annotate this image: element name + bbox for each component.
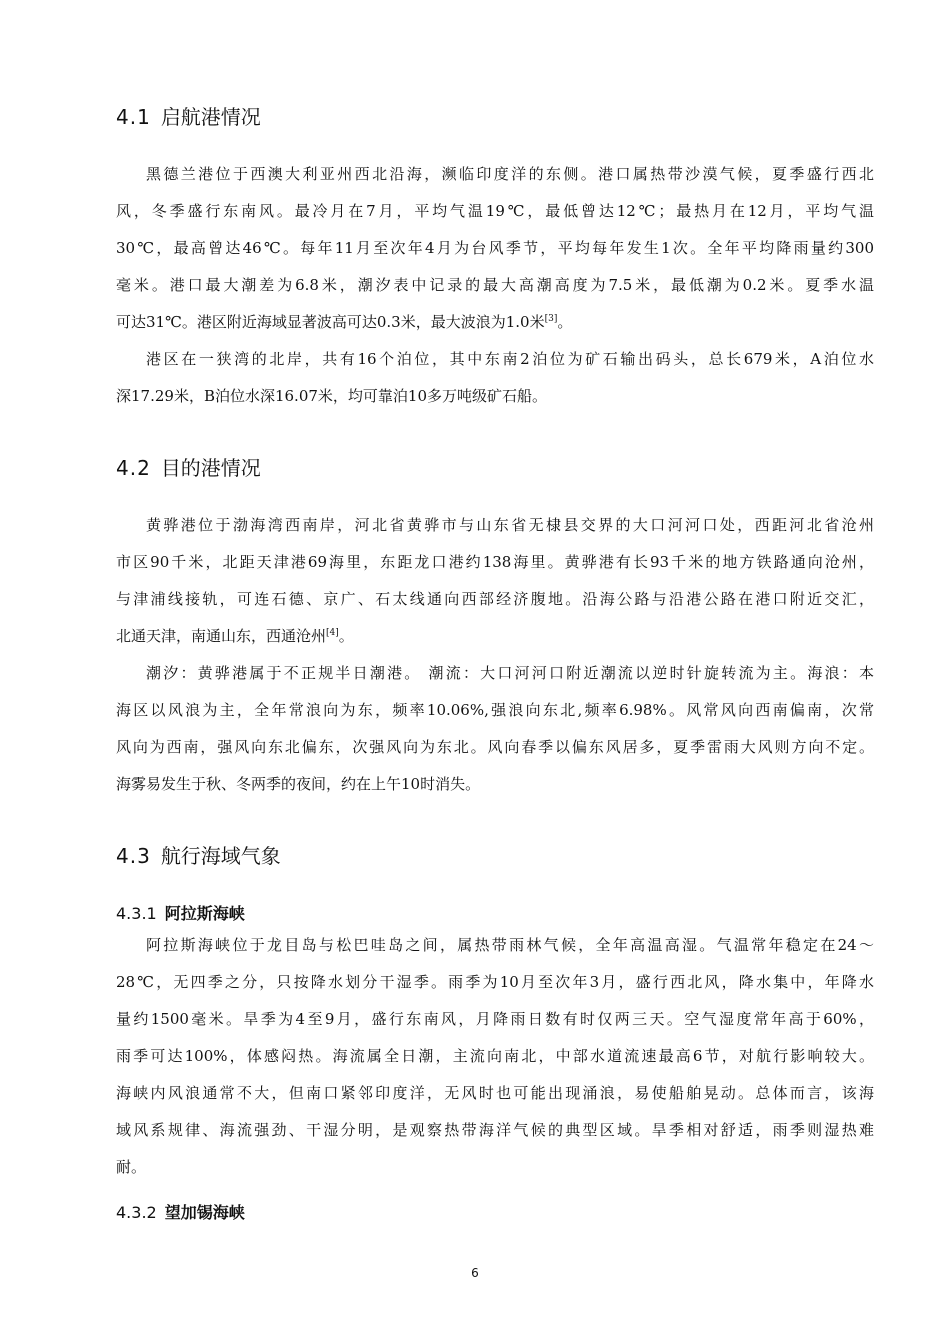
text-line: 毫米。港口最大潮差为6.8米，潮汐表中记录的最大高潮高度为7.5米，最低潮为0.2米。夏季水温 [116,276,874,294]
text-line [116,304,874,341]
section-title: 航行海域气象 [160,844,281,868]
section-heading-4-1 [116,105,261,129]
subsection-number: 4.3.1 [116,904,157,923]
subsection-number: 4.3.2 [116,1203,157,1222]
section-title: 目的港情况 [160,456,261,480]
text-fragment: 可达31℃。港区附近海域显著波高可达0.3米，最大波浪为1.0米 [116,313,545,331]
text-line: 海峡内风浪通常不大，但南口紧邻印度洋，无风时也可能出现涌浪，易使船舶晃动。总体而言，该海 [116,1084,874,1102]
text-line: 风，冬季盛行东南风。最冷月在7月，平均气温19℃，最低曾达12℃；最热月在12月，平均气温 [116,202,874,220]
text-line: 阿拉斯海峡位于龙目岛与松巴哇岛之间，属热带雨林气候，全年高温高湿。气温常年稳定在24～ [146,936,874,954]
section-heading-4-3 [116,844,281,868]
text-line: 与津浦线接轨，可连石德、京广、石太线通向西部经济腹地。沿海公路与沿港公路在港口附近交汇， [116,590,874,608]
text-line: 雨季可达100%，体感闷热。海流属全日潮，主流向南北，中部水道流速最高6节，对航行影响较大。 [116,1047,874,1065]
text-fragment: 。 [338,627,354,645]
text-line: 风向为西南，强风向东北偏东，次强风向为东北。风向春季以偏东风居多，夏季雷雨大风则方向不定。 [116,738,874,756]
text-fragment: 北通天津，南通山东，西通沧州 [116,627,327,645]
text-line: 黄骅港位于渤海湾西南岸，河北省黄骅市与山东省无棣县交界的大口河河口处，西距河北省沧州 [146,516,874,534]
text-line: 量约1500毫米。旱季为4至9月，盛行东南风，月降雨日数有时仅两三天。空气湿度常年高于60%， [116,1010,874,1028]
paragraph-port-hedland-berths [116,341,874,415]
text-line [116,618,874,655]
text-fragment: 。 [557,313,573,331]
paragraph-huanghua-hydrology [116,655,874,803]
subsection-title: 望加锡海峡 [164,1203,245,1222]
page-number: 6 [471,1266,479,1280]
subsection-heading-4-3-1 [116,904,245,924]
paragraph-huanghua-location [116,507,874,655]
section-number: 4.2 [116,456,151,480]
text-line: 黑德兰港位于西澳大利亚州西北沿海，濒临印度洋的东侧。港口属热带沙漠气候，夏季盛行西北 [146,165,874,183]
paragraph-port-hedland-climate [116,156,874,341]
citation-ref: [4] [326,628,339,638]
section-title: 启航港情况 [160,105,261,129]
section-number: 4.1 [116,105,151,129]
text-line: 海雾易发生于秋、冬两季的夜间，约在上午10时消失。 [116,775,481,793]
text-line: 耐。 [116,1158,147,1176]
subsection-heading-4-3-2 [116,1203,245,1223]
text-line: 潮汐：黄骅港属于不正规半日潮港。 潮流：大口河河口附近潮流以逆时针旋转流为主。海浪：本 [146,664,874,682]
paragraph-alas-strait-climate [116,927,874,1186]
section-number: 4.3 [116,844,151,868]
text-line: 域风系规律、海流强劲、干湿分明，是观察热带海洋气候的典型区域。旱季相对舒适，雨季则湿热难 [116,1121,874,1139]
section-heading-4-2 [116,456,261,480]
text-line: 海区以风浪为主，全年常浪向为东，频率10.06%,强浪向东北,频率6.98%。风常风向西南偏南，次常 [116,701,874,719]
text-line: 深17.29米，B泊位水深16.07米，均可靠泊10多万吨级矿石船。 [116,387,547,405]
text-line: 28℃，无四季之分，只按降水划分干湿季。雨季为10月至次年3月，盛行西北风，降水集中，年降水 [116,973,874,991]
text-line: 港区在一狭湾的北岸，共有16个泊位，其中东南2泊位为矿石输出码头，总长679米，A泊位水 [146,350,874,368]
citation-ref: [3] [544,314,558,324]
text-line: 30℃，最高曾达46℃。每年11月至次年4月为台风季节，平均每年发生1次。全年平均降雨量约300 [116,239,874,257]
subsection-title: 阿拉斯海峡 [164,904,245,923]
text-line: 市区90千米，北距天津港69海里，东距龙口港约138海里。黄骅港有长93千米的地方铁路通向沧州， [116,553,874,571]
